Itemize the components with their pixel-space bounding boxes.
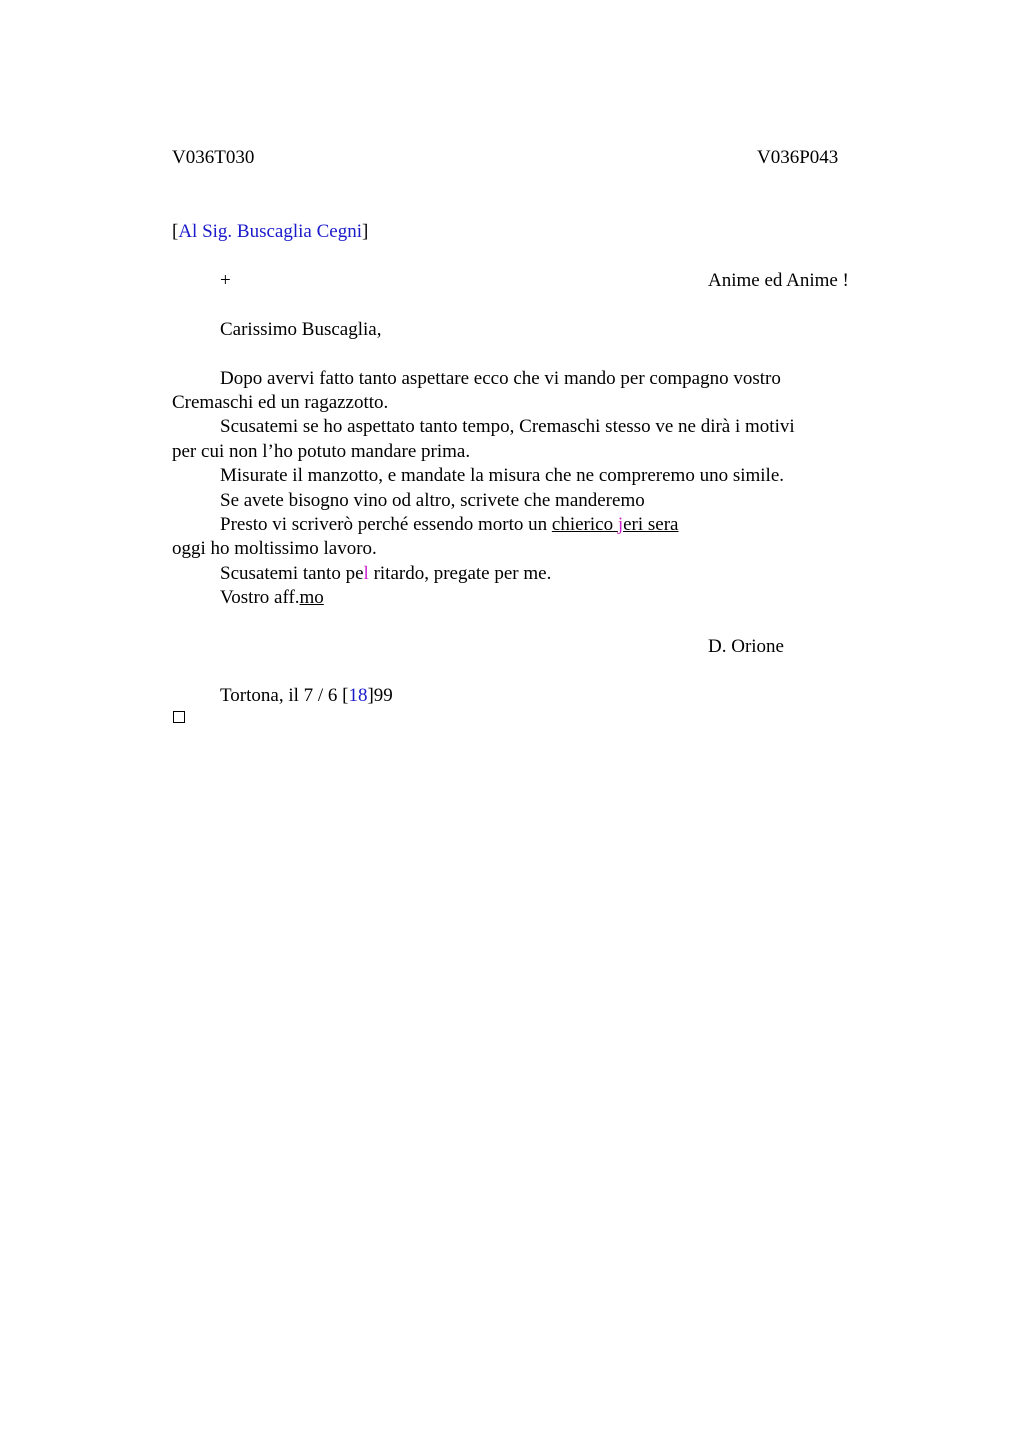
underlined-abbreviation: mo — [299, 587, 324, 608]
body-line: per cui non l’ho potuto mandare prima. — [172, 441, 471, 462]
editorial-year-prefix: 18 — [348, 685, 368, 706]
document-code-right: V036P043 — [757, 147, 839, 168]
body-line: Dopo avervi fatto tanto aspettare ecco che vi mando per compagno vostro — [220, 368, 781, 389]
closing: Vostro aff.mo — [220, 587, 324, 608]
cross-mark: + — [220, 270, 231, 291]
addressee-name: Al Sig. Buscaglia Cegni — [178, 221, 362, 242]
motto: Anime ed Anime ! — [708, 270, 849, 291]
addressee-close-bracket: ] — [361, 221, 369, 242]
correction-letter: l — [363, 563, 369, 584]
correction-letter: j — [617, 514, 624, 535]
addressee-open-bracket: [ — [172, 221, 179, 242]
body-line: Cremaschi ed un ragazzotto. — [172, 392, 389, 413]
body-line: Scusatemi tanto pel ritardo, pregate per me. — [220, 563, 552, 584]
signature: D. Orione — [708, 636, 784, 657]
document-code-left: V036T030 — [172, 147, 255, 168]
end-marker-box — [173, 711, 185, 723]
body-line: Se avete bisogno vino od altro, scrivete che manderemo — [220, 490, 645, 511]
body-line — [220, 513, 679, 537]
date-line: Tortona, il 7 / 6 [18]99 — [220, 685, 393, 706]
body-text: Presto vi scriverò perché essendo morto un — [220, 514, 552, 535]
addressee — [172, 220, 368, 244]
body-line: Misurate il manzotto, e mandate la misura che ne compreremo uno simile. — [220, 465, 785, 486]
body-line: oggi ho moltissimo lavoro. — [172, 538, 377, 559]
underlined-word: chierico jeri sera — [551, 514, 679, 535]
salutation: Carissimo Buscaglia, — [220, 319, 382, 340]
body-line: Scusatemi se ho aspettato tanto tempo, Cremaschi stesso ve ne dirà i motivi — [220, 416, 795, 437]
